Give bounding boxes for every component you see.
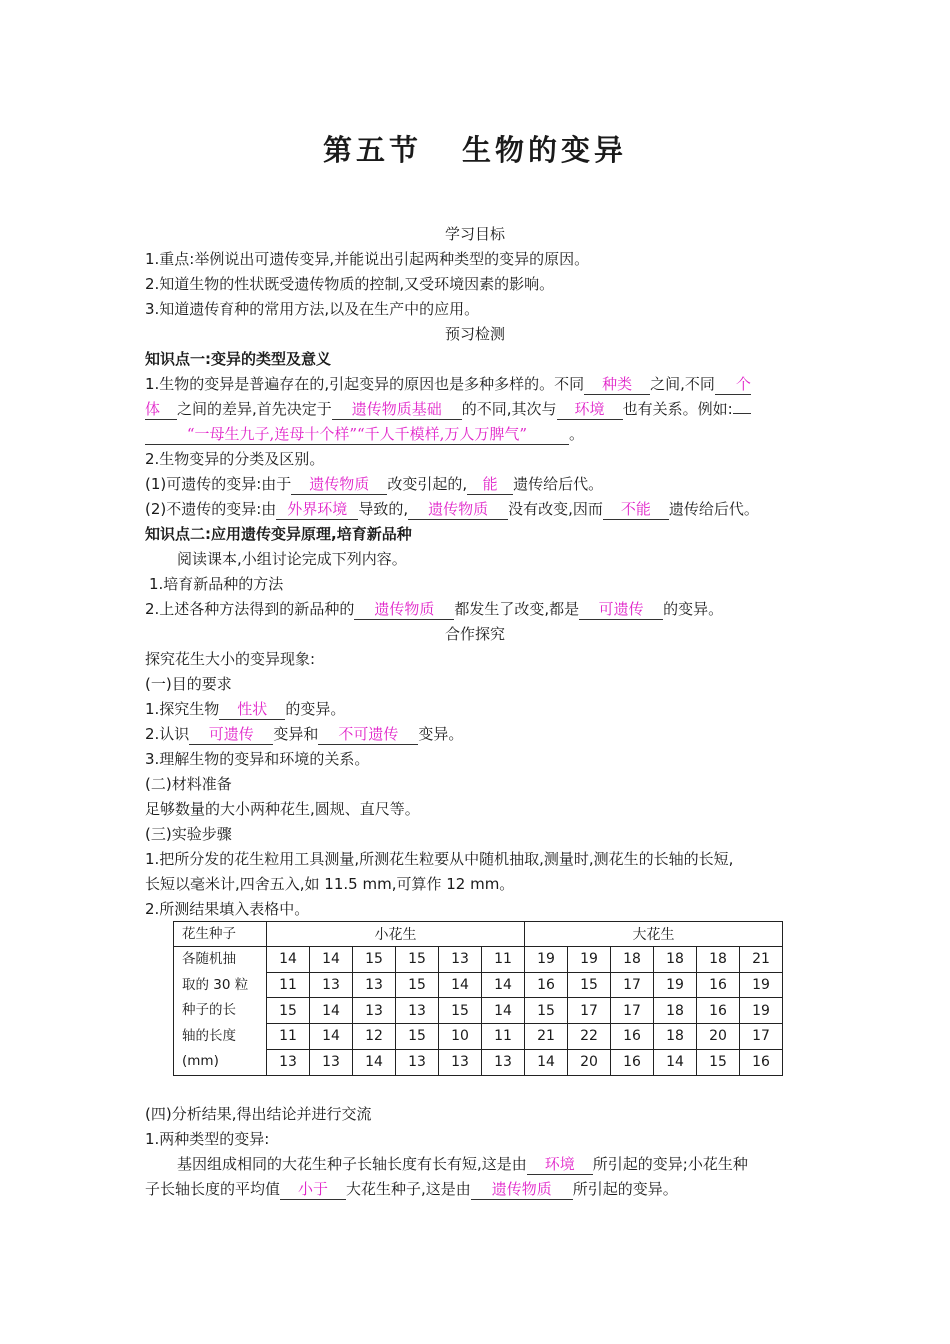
large-peanut-cell: 19 (740, 998, 783, 1024)
explore-s2: (二)材料准备 (145, 775, 232, 793)
explore-s3: (三)实验步骤 (145, 825, 232, 843)
section-title: 生物的变异 (462, 133, 628, 167)
large-peanut-cell: 15 (697, 1049, 740, 1075)
explore-topic: 探究花生大小的变异现象: (145, 650, 316, 668)
small-peanut-cell: 13 (353, 972, 396, 998)
explore-s1: (一)目的要求 (145, 675, 232, 693)
large-peanut-cell: 14 (654, 1049, 697, 1075)
explore-s3q1b: 长短以毫米计,四舍五入,如 11.5 mm,可算作 12 mm。 (145, 875, 515, 893)
small-peanut-cell: 13 (396, 998, 439, 1024)
kp1-heading: 知识点一:变异的类型及意义 (145, 350, 331, 368)
answer-blank: 环境 (557, 399, 623, 420)
small-peanut-cell: 15 (396, 1024, 439, 1050)
explore-s2-text: 足够数量的大小两种花生,圆规、直尺等。 (145, 800, 420, 818)
large-peanut-cell: 18 (611, 947, 654, 973)
table-group-large: 大花生 (525, 922, 783, 947)
goal-item: 1.重点:举例说出可遗传变异,并能说出引起两种类型的变异的原因。 (145, 250, 590, 268)
kp2-heading: 知识点二:应用遗传变异原理,培育新品种 (145, 525, 412, 543)
preview-heading: 预习检测 (444, 325, 505, 343)
small-peanut-cell: 13 (482, 1049, 525, 1075)
small-peanut-cell: 15 (439, 998, 482, 1024)
large-peanut-cell: 17 (611, 998, 654, 1024)
explore-s1q2: 2.认识 可遗传 变异和 不可遗传 变异。 (145, 725, 464, 743)
answer-blank: 环境 (527, 1154, 593, 1175)
explore-s4: (四)分析结果,得出结论并进行交流 (145, 1105, 372, 1123)
kp2-q1: 1.培育新品种的方法 (149, 575, 284, 593)
small-peanut-cell: 13 (439, 1049, 482, 1075)
answer-blank: “一母生九子,连母十个样”“千人千模样,万人万脾气” (145, 424, 569, 445)
large-peanut-cell: 15 (525, 998, 568, 1024)
small-peanut-cell: 10 (439, 1024, 482, 1050)
section-number: 第五节 (322, 133, 422, 167)
table-row (174, 947, 783, 973)
goal-item: 3.知道遗传育种的常用方法,以及在生产中的应用。 (145, 300, 480, 318)
answer-blank: 个 (715, 374, 751, 395)
small-peanut-cell: 14 (310, 947, 353, 973)
answer-blank: 性状 (219, 699, 285, 720)
small-peanut-cell: 14 (482, 972, 525, 998)
large-peanut-cell: 18 (654, 998, 697, 1024)
large-peanut-cell: 21 (525, 1024, 568, 1050)
large-peanut-cell: 19 (740, 972, 783, 998)
large-peanut-cell: 16 (697, 998, 740, 1024)
row-label-line: 轴的长度 (182, 1027, 236, 1044)
small-peanut-cell: 13 (310, 972, 353, 998)
kp2-q2: 2.上述各种方法得到的新品种的 遗传物质 都发生了改变,都是 可遗传 的变异。 (145, 600, 724, 618)
answer-blank: 能 (467, 474, 513, 495)
kp1-q2: 2.生物变异的分类及区别。 (145, 450, 325, 468)
small-peanut-cell: 11 (482, 1024, 525, 1050)
kp2-intro: 阅读课本,小组讨论完成下列内容。 (177, 550, 407, 568)
small-peanut-cell: 13 (310, 1049, 353, 1075)
small-peanut-cell: 14 (439, 972, 482, 998)
row-label-line: 取的 30 粒 (182, 976, 249, 993)
small-peanut-cell: 11 (482, 947, 525, 973)
explore-s3q1a: 1.把所分发的花生粒用工具测量,所测花生粒要从中随机抽取,测量时,测花生的长轴的长短, (145, 850, 734, 868)
table-group-small: 小花生 (267, 922, 525, 947)
row-label-line: (mm) (182, 1053, 219, 1069)
large-peanut-cell: 20 (568, 1049, 611, 1075)
explore-s4q1: 1.两种类型的变异: (145, 1130, 270, 1148)
large-peanut-cell: 17 (611, 972, 654, 998)
page-title (0, 128, 950, 169)
small-peanut-cell: 13 (396, 1049, 439, 1075)
kp1-q2b: (2)不遗传的变异:由 外界环境 导致的, 遗传物质 没有改变,因而 不能 遗传给后代。 (145, 500, 759, 518)
small-peanut-cell: 11 (267, 972, 310, 998)
answer-blank: 遗传物质 (354, 599, 454, 620)
goal-item: 2.知道生物的性状既受遗传物质的控制,又受环境因素的影响。 (145, 275, 555, 293)
large-peanut-cell: 14 (525, 1049, 568, 1075)
kp1-q1-line2: 体 之间的差异,首先决定于 遗传物质基础 的不同,其次与 环境 也有关系。例如: (145, 397, 815, 422)
explore-s1q3: 3.理解生物的变异和环境的关系。 (145, 750, 370, 768)
answer-blank: 不可遗传 (318, 724, 418, 745)
small-peanut-cell: 14 (267, 947, 310, 973)
large-peanut-cell: 19 (525, 947, 568, 973)
explore-s4p2: 子长轴长度的平均值 小于 大花生种子,这是由 遗传物质 所引起的变异。 (145, 1180, 678, 1198)
row-label-line: 种子的长 (182, 1002, 236, 1018)
large-peanut-cell: 18 (697, 947, 740, 973)
answer-blank: 外界环境 (276, 499, 358, 520)
large-peanut-cell: 21 (740, 947, 783, 973)
small-peanut-cell: 11 (267, 1024, 310, 1050)
large-peanut-cell: 20 (697, 1024, 740, 1050)
large-peanut-cell: 18 (654, 1024, 697, 1050)
answer-blank: 遗传物质基础 (332, 399, 462, 420)
answer-blank: 遗传物质 (408, 499, 508, 520)
explore-heading: 合作探究 (444, 625, 505, 643)
large-peanut-cell: 17 (740, 1024, 783, 1050)
small-peanut-cell: 13 (439, 947, 482, 973)
large-peanut-cell: 22 (568, 1024, 611, 1050)
kp1-q1-line1: 1.生物的变异是普遍存在的,引起变异的原因也是多种多样的。不同 种类 之间,不同 个 (145, 375, 751, 393)
answer-blank: 遗传物质 (291, 474, 387, 495)
small-peanut-cell: 14 (310, 998, 353, 1024)
small-peanut-cell: 15 (353, 947, 396, 973)
small-peanut-cell: 15 (396, 947, 439, 973)
small-peanut-cell: 13 (267, 1049, 310, 1075)
large-peanut-cell: 19 (568, 947, 611, 973)
small-peanut-cell: 15 (267, 998, 310, 1024)
small-peanut-cell: 14 (353, 1049, 396, 1075)
answer-blank: 可遗传 (189, 724, 273, 745)
large-peanut-cell: 16 (611, 1049, 654, 1075)
answer-blank: 种类 (584, 374, 650, 395)
large-peanut-cell: 16 (525, 972, 568, 998)
explore-s4p1: 基因组成相同的大花生种子长轴长度有长有短,这是由 环境 所引起的变异;小花生种 (177, 1155, 748, 1173)
small-peanut-cell: 14 (482, 998, 525, 1024)
kp1-q1-line3: “一母生九子,连母十个样”“千人千模样,万人万脾气” 。 (145, 422, 815, 447)
small-peanut-cell: 12 (353, 1024, 396, 1050)
explore-s3q2: 2.所测结果填入表格中。 (145, 900, 310, 918)
small-peanut-cell: 13 (353, 998, 396, 1024)
large-peanut-cell: 16 (611, 1024, 654, 1050)
large-peanut-cell: 17 (568, 998, 611, 1024)
answer-blank: 不能 (603, 499, 669, 520)
answer-blank: 小于 (280, 1179, 346, 1200)
explore-s1q1: 1.探究生物 性状 的变异。 (145, 700, 346, 718)
large-peanut-cell: 16 (740, 1049, 783, 1075)
large-peanut-cell: 19 (654, 972, 697, 998)
large-peanut-cell: 18 (654, 947, 697, 973)
small-peanut-cell: 15 (396, 972, 439, 998)
goals-heading: 学习目标 (444, 225, 505, 243)
answer-blank: 遗传物质 (471, 1179, 573, 1200)
answer-blank: 体 (145, 399, 177, 420)
large-peanut-cell: 15 (568, 972, 611, 998)
table-row-label (174, 947, 267, 1076)
small-peanut-cell: 14 (310, 1024, 353, 1050)
row-label-line: 各随机抽 (182, 951, 236, 967)
kp1-q2a: (1)可遗传的变异:由于 遗传物质 改变引起的, 能 遗传给后代。 (145, 475, 604, 493)
large-peanut-cell: 16 (697, 972, 740, 998)
peanut-length-table (173, 921, 783, 1076)
answer-blank: 可遗传 (579, 599, 663, 620)
table-col-header: 花生种子 (174, 922, 267, 947)
